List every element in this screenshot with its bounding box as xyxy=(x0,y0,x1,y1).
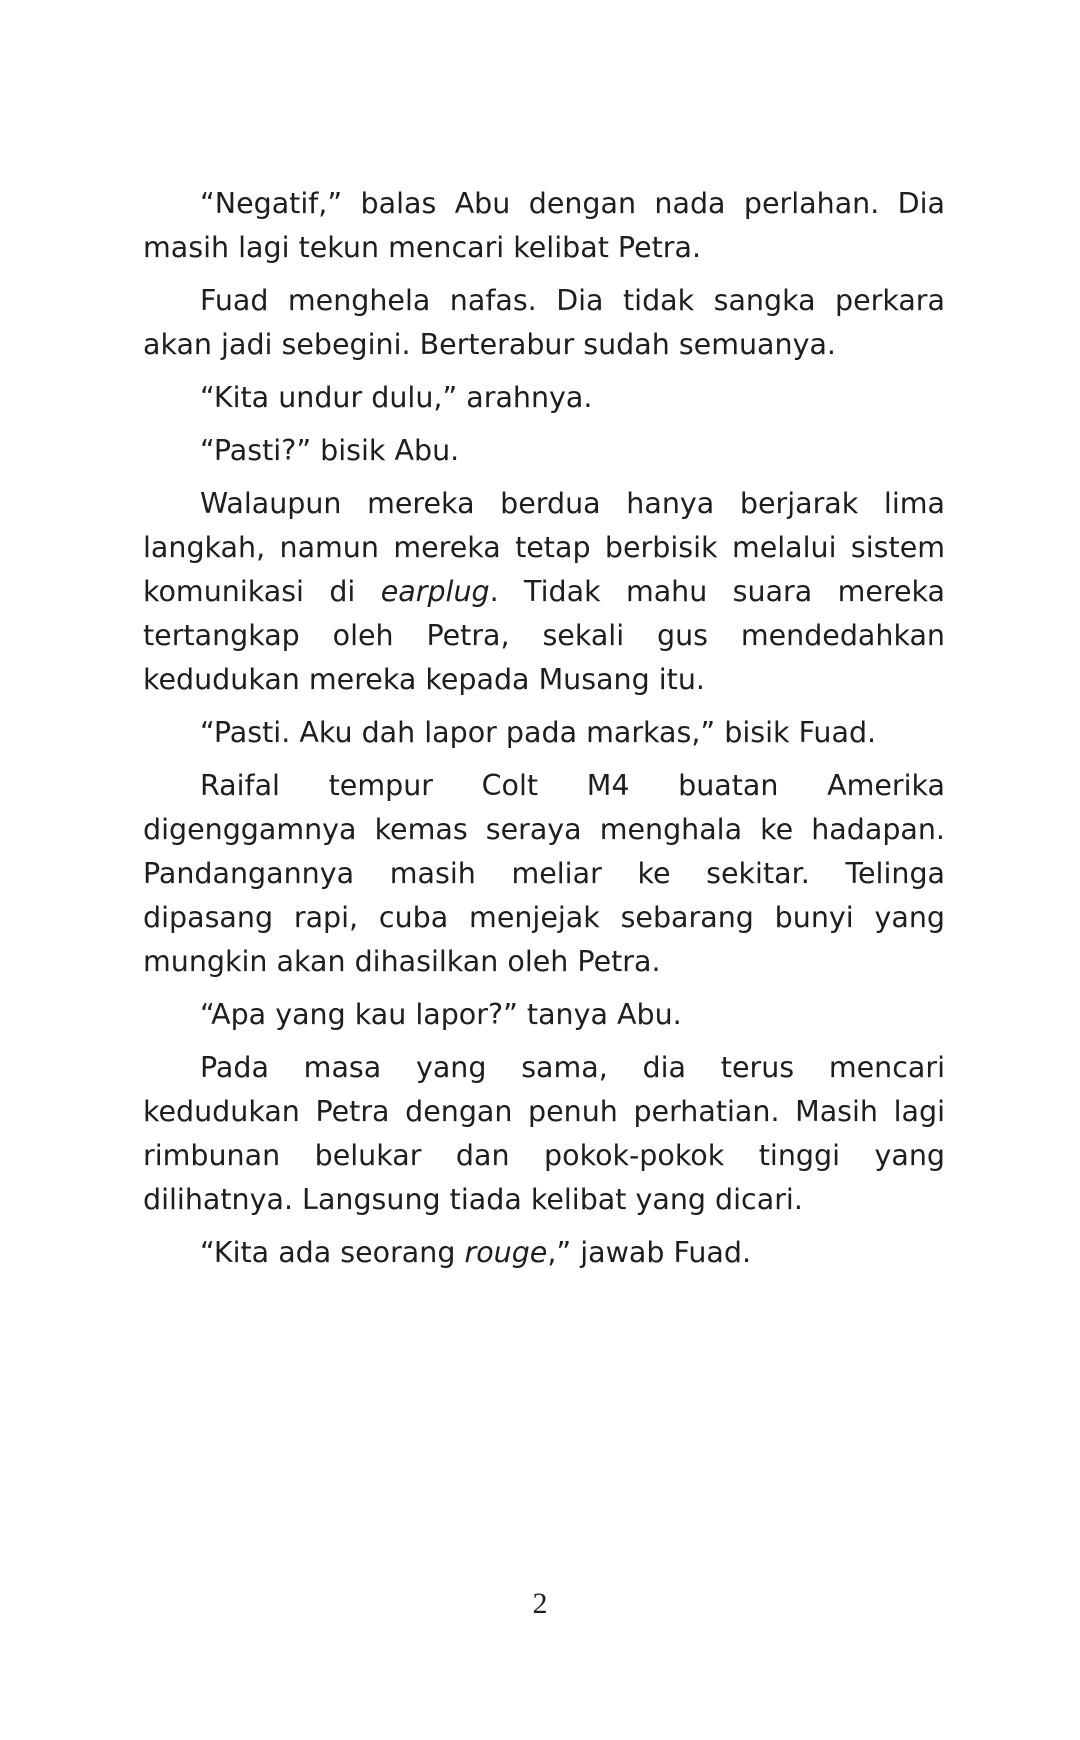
paragraph xyxy=(143,279,945,367)
paragraph xyxy=(143,376,945,420)
paragraph-text: Walaupun mereka berdua hanya berjarak lima langkah, namun mereka tetap berbisik melalui sistem komunikasi di xyxy=(143,487,945,608)
paragraph xyxy=(143,1231,945,1275)
paragraph xyxy=(143,182,945,270)
paragraph xyxy=(143,993,945,1037)
paragraph-text: Raifal tempur Colt M4 buatan Amerika digenggamnya kemas seraya menghala ke hadapan. Pandangannya masih meliar ke sekitar. Telinga dipasang rapi, cuba menjejak sebarang bunyi yang mungkin akan dihasilkan oleh Petra. xyxy=(143,769,945,978)
paragraph-text: Pada masa yang sama, dia terus mencari kedudukan Petra dengan penuh perhatian. Masih lagi rimbunan belukar dan pokok-pokok tinggi yang dilihatnya. Langsung tiada kelibat yang dicari. xyxy=(143,1051,945,1216)
page-number: 2 xyxy=(532,1587,548,1620)
paragraph-text: ,” jawab Fuad. xyxy=(547,1236,752,1269)
paragraph-text: “Pasti. Aku dah lapor pada markas,” bisik Fuad. xyxy=(200,716,877,749)
paragraph-text: “Pasti?” bisik Abu. xyxy=(200,434,460,467)
paragraph-text: “Apa yang kau lapor?” tanya Abu. xyxy=(200,998,682,1031)
paragraph xyxy=(143,711,945,755)
paragraph xyxy=(143,764,945,984)
italic-term: rouge xyxy=(464,1236,548,1269)
paragraph xyxy=(143,1046,945,1222)
paragraph-text: Fuad menghela nafas. Dia tidak sangka perkara akan jadi sebegini. Berterabur sudah semuanya. xyxy=(143,284,945,361)
paragraph xyxy=(143,429,945,473)
paragraph-text: “Kita ada seorang xyxy=(200,1236,465,1269)
italic-term: earplug xyxy=(380,575,490,608)
paragraph-text: “Negatif,” balas Abu dengan nada perlahan. Dia masih lagi tekun mencari kelibat Petra. xyxy=(143,187,945,264)
paragraph xyxy=(143,482,945,702)
paragraph-text: . Tidak mahu suara mereka tertangkap oleh Petra, sekali gus mendedahkan kedudukan mereka kepada Musang itu. xyxy=(143,575,945,696)
body-text xyxy=(143,182,945,1284)
paragraph-text: “Kita undur dulu,” arahnya. xyxy=(200,381,593,414)
